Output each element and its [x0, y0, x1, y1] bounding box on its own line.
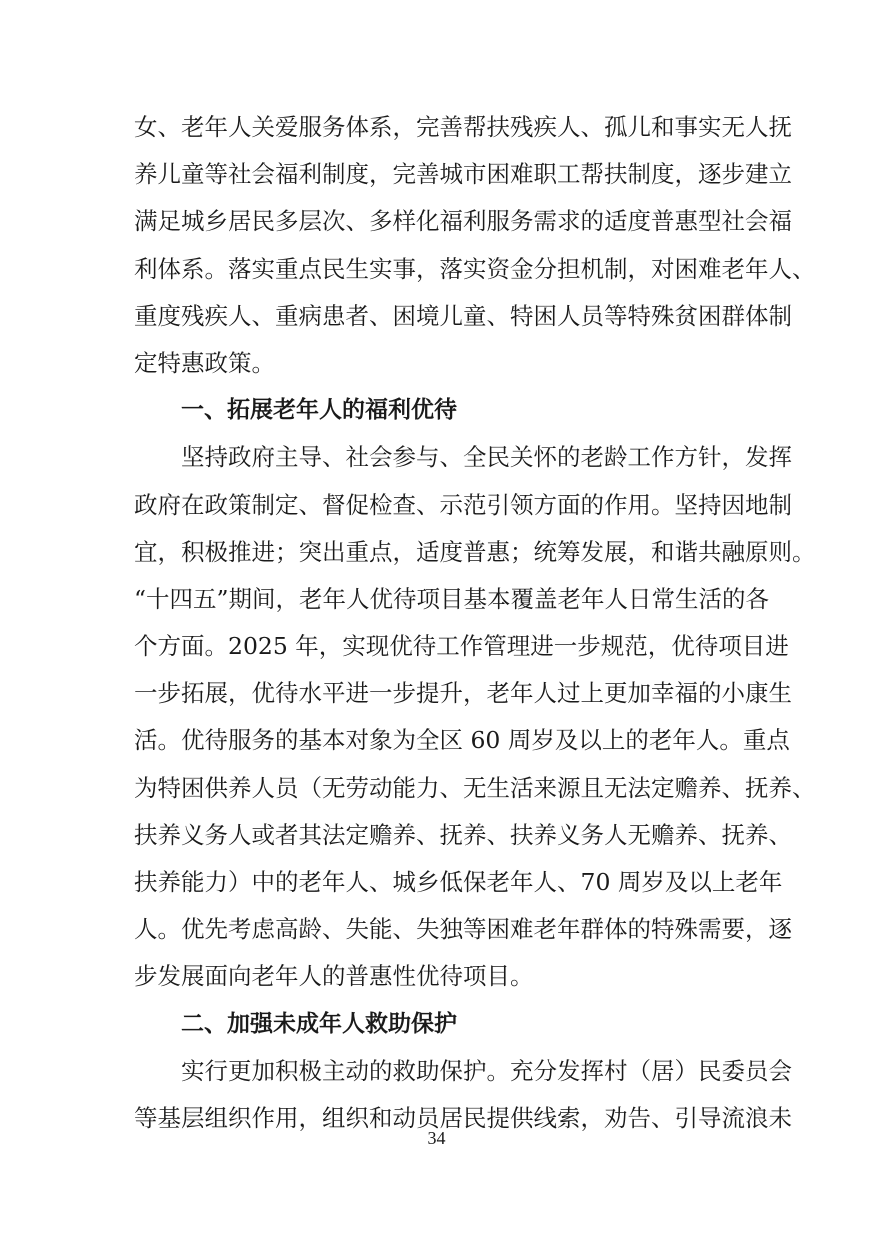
section-heading: 一、拓展老年人的福利优待	[181, 397, 457, 424]
paragraph-line: 政府在政策制定、督促检查、示范引领方面的作用。坚持因地制	[134, 490, 792, 519]
paragraph-line: 满足城乡居民多层次、多样化福利服务需求的适度普惠型社会福	[134, 207, 792, 236]
paragraph-line: “十四五”期间，老年人优待项目基本覆盖老年人日常生活的各	[134, 584, 770, 613]
paragraph-line: 一步拓展，优待水平进一步提升，老年人过上更加幸福的小康生	[134, 679, 792, 708]
paragraph-last-line: 步发展面向老年人的普惠性优待项目。	[134, 962, 534, 991]
paragraph-line: 个方面。2025 年，实现优待工作管理进一步规范，优待项目进	[134, 632, 789, 661]
paragraph-first-line: 实行更加积极主动的救助保护。充分发挥村（居）民委员会	[181, 1056, 792, 1085]
page-number: 34	[427, 1128, 446, 1148]
paragraph-first-line: 坚持政府主导、社会参与、全民关怀的老龄工作方针，发挥	[181, 443, 792, 472]
paragraph-line: 养儿童等社会福利制度，完善城市困难职工帮扶制度，逐步建立	[134, 160, 792, 189]
paragraph-line: 活。优待服务的基本对象为全区 60 周岁及以上的老年人。重点	[134, 726, 790, 755]
paragraph-line: 等基层组织作用，组织和动员居民提供线索，劝告、引导流浪未	[134, 1103, 792, 1132]
paragraph-line: 人。优先考虑高龄、失能、失独等困难老年群体的特殊需要，逐	[134, 915, 792, 944]
paragraph-last-line: 定特惠政策。	[134, 348, 275, 377]
paragraph-line: 重度残疾人、重病患者、困境儿童、特困人员等特殊贫困群体制	[134, 301, 792, 330]
paragraph-line: 女、老年人关爱服务体系，完善帮扶残疾人、孤儿和事实无人抚	[134, 113, 792, 141]
paragraph-line: 利体系。落实重点民生实事，落实资金分担机制，对困难老年人、	[134, 254, 816, 283]
paragraph-line: 扶养能力）中的老年人、城乡低保老年人、70 周岁及以上老年	[134, 868, 783, 896]
paragraph-line: 为特困供养人员（无劳动能力、无生活来源且无法定赡养、抚养、	[134, 773, 816, 802]
paragraph-line: 宜，积极推进；突出重点，适度普惠；统筹发展，和谐共融原则。	[134, 537, 816, 566]
document-body	[134, 104, 816, 1142]
section-heading: 二、加强未成年人救助保护	[181, 1010, 457, 1037]
paragraph-line: 扶养义务人或者其法定赡养、抚养、扶养义务人无赡养、抚养、	[134, 820, 792, 849]
